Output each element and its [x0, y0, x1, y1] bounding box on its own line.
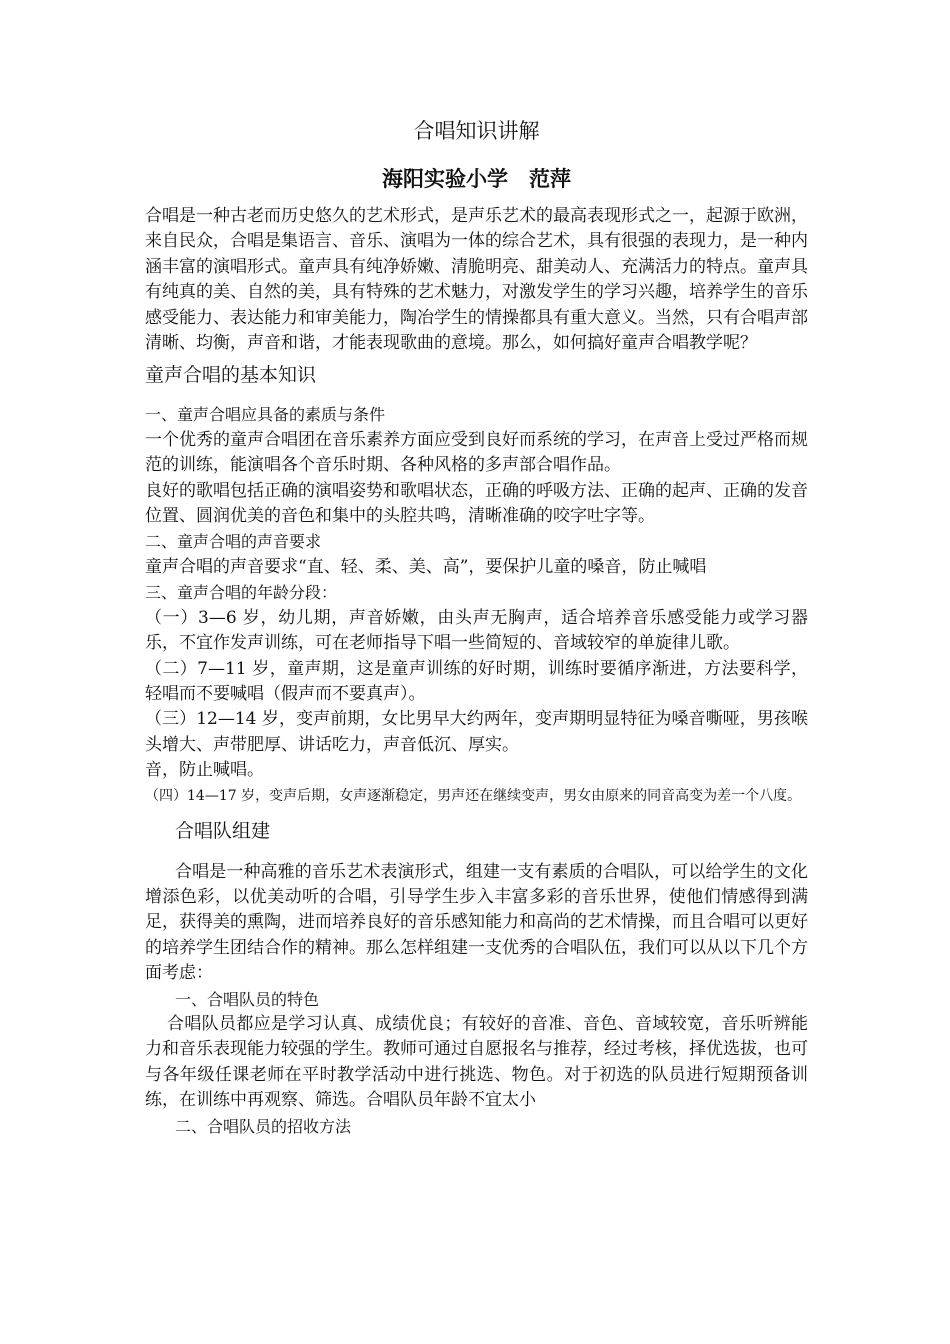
age-group-3-continued: 音，防止喊唱。	[145, 760, 264, 781]
intro-paragraph: 合唱是一种古老而历史悠久的艺术形式，是声乐艺术的最高表现形式之一，起源于欧洲，来自民众，合唱是集语言、音乐、演唱为一体的综合艺术，具有很强的表现力，是一种内涵丰富的演唱形式。童声具有纯净娇嫩、清脆明亮、甜美动人、充满活力的特点。童声具有纯真的美、自然的美，具有特殊的艺术魅力，对激发学生的学习兴趣，培养学生的音乐感受能力、表达能力和审美能力，陶冶学生的情操都具有重大意义。当然，只有合唱声部清晰、均衡，声音和谐，才能表现歌曲的意境。那么，如何搞好童声合唱教学呢？	[145, 206, 808, 354]
document-body	[145, 116, 808, 1139]
subheading-recruitment: 二、合唱队员的招收方法	[175, 1116, 352, 1136]
age-group-1: （一）3—6 岁，幼儿期，声音娇嫩，由头声无胸声，适合培养音乐感受能力或学习器乐，不宜作发声训练，可在老师指导下唱一些简短的、音域较窄的单旋律儿歌。	[145, 607, 808, 654]
subheading-qualities: 一、童声合唱应具备的素质与条件	[145, 405, 386, 425]
paragraph-member-traits: 合唱队员都应是学习认真、成绩优良；有较好的音准、音色、音域较宽，音乐听辨能力和音乐表现能力较强的学生。教师可通过自愿报名与推荐，经过考核，择优选拔，也可与各年级任课老师在平时教学活动中进行挑选、物色。对于初选的队员进行短期预备训练，在训练中再观察、筛选。合唱队员年龄不宜太小	[145, 1013, 808, 1111]
age-group-3: （三）12—14 岁，变声前期，女比男早大约两年，变声期明显特征为嗓音嘶哑，男孩喉头增大、声带肥厚、讲话吃力，声音低沉、厚实。	[145, 709, 808, 755]
subheading-voice-requirements: 二、童声合唱的声音要求	[145, 532, 322, 552]
subheading-member-traits: 一、合唱队员的特色	[175, 989, 320, 1009]
section-heading-choir-formation: 合唱队组建	[175, 819, 271, 842]
paragraph-voice-requirements: 童声合唱的声音要求“直、轻、柔、美、高”，要保护儿童的嗓音，防止喊唱	[145, 556, 707, 577]
section-heading-basics: 童声合唱的基本知识	[145, 364, 317, 387]
document-title: 合唱知识讲解	[413, 119, 540, 143]
document-subtitle: 海阳实验小学 范萍	[382, 167, 571, 191]
subheading-age-groups: 三、童声合唱的年龄分段：	[145, 583, 338, 603]
age-group-2: （二）7—11 岁，童声期，这是童声训练的好时期，训练时要循序渐进，方法要科学，轻唱而不要喊唱（假声而不要真声）。	[145, 658, 808, 704]
paragraph-qualities-1: 一个优秀的童声合唱团在音乐素养方面应受到良好而系统的学习，在声音上受过严格而规范的训练，能演唱各个音乐时期、各种风格的多声部合唱作品。	[145, 429, 808, 476]
paragraph-choir-formation: 合唱是一种高雅的音乐艺术表演形式，组建一支有素质的合唱队，可以给学生的文化增添色彩，以优美动听的合唱，引导学生步入丰富多彩的音乐世界，使他们情感得到满足，获得美的熏陶，进而培养良好的音乐感知能力和高尚的艺术情操，而且合唱可以更好的培养学生团结合作的精神。那么怎样组建一支优秀的合唱队伍，我们可以从以下几个方面考虑：	[145, 861, 808, 984]
paragraph-qualities-2: 良好的歌唱包括正确的演唱姿势和歌唱状态，正确的呼吸方法、正确的起声、正确的发音位置、圆润优美的音色和集中的头腔共鸣，清晰准确的咬字吐字等。	[145, 480, 808, 527]
age-group-4: （四）14—17 岁，变声后期，女声逐渐稳定，男声还在继续变声，男女由原来的同音高变为差一个八度。	[145, 787, 802, 804]
